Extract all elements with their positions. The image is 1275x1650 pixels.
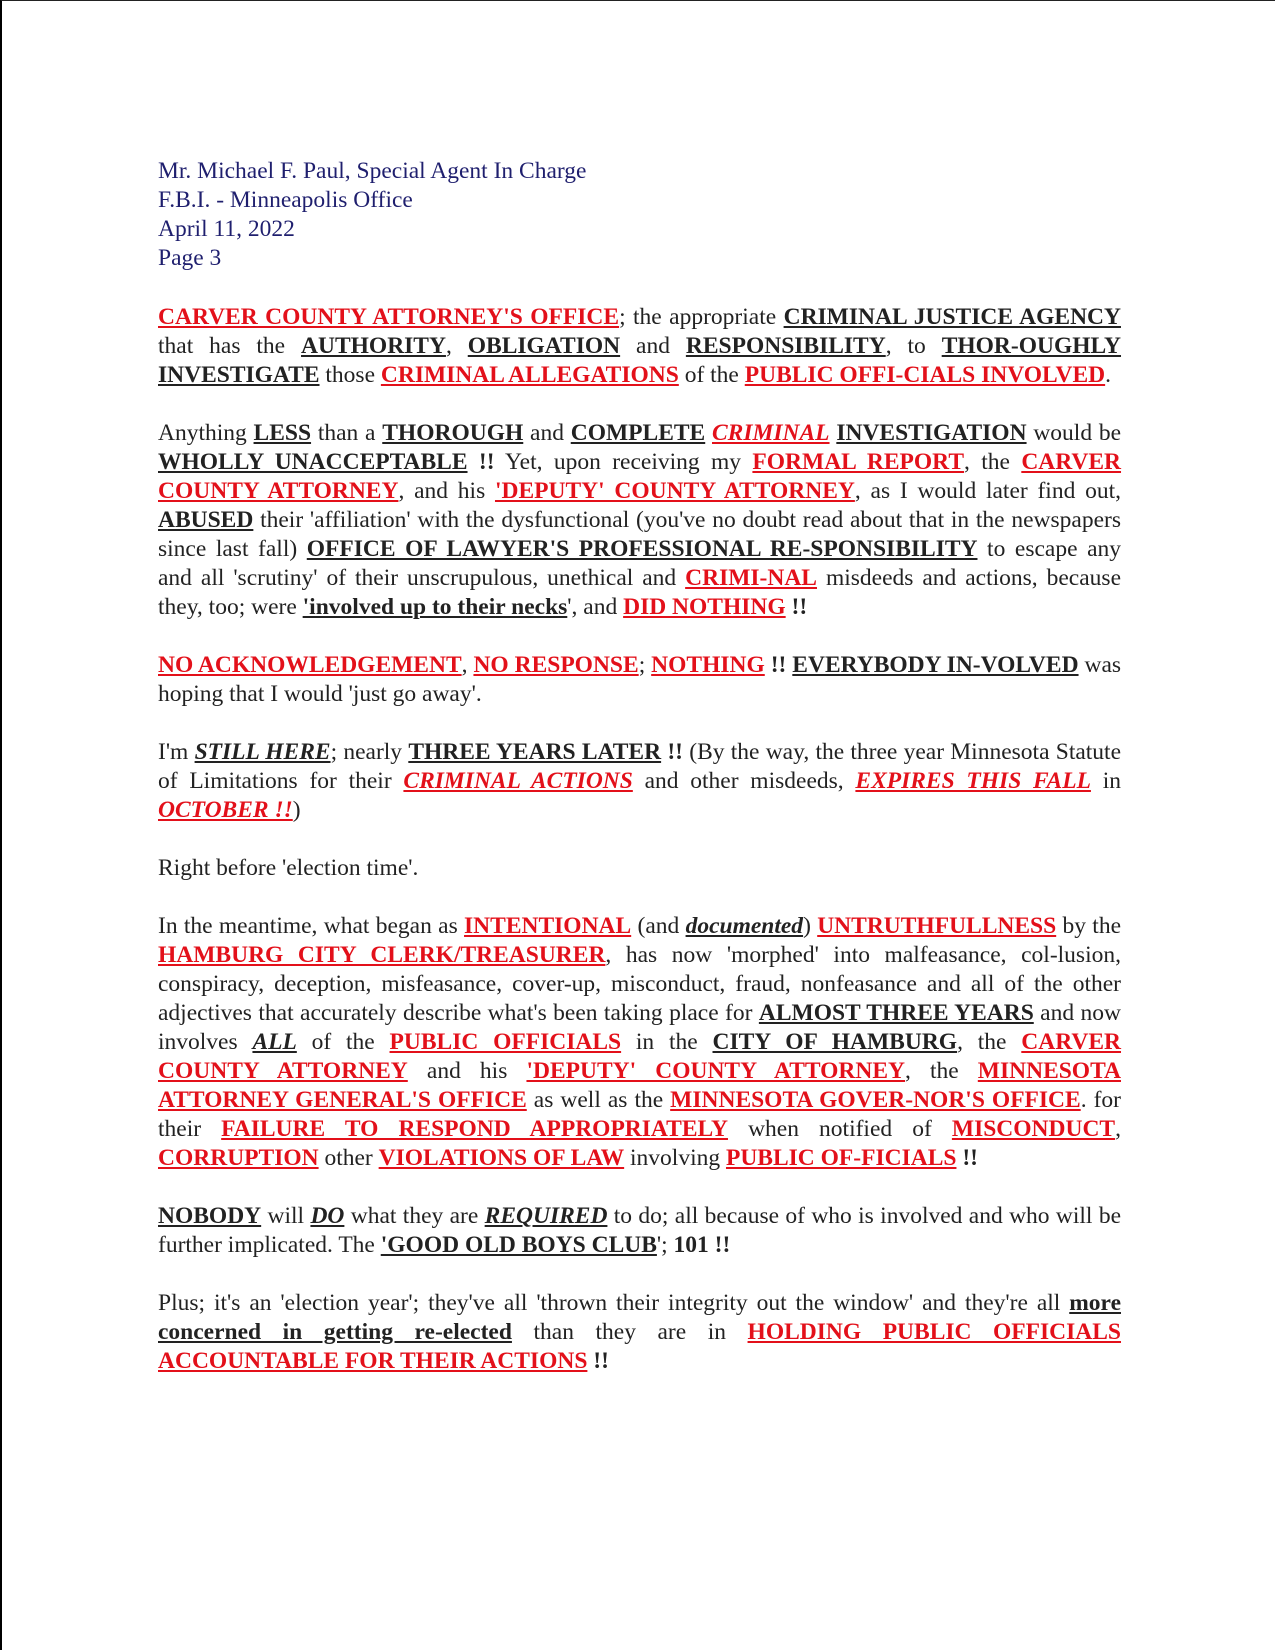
body-text: those: [319, 362, 381, 388]
body-text: . for their: [158, 1087, 1121, 1142]
emphasized-text: CRIMINAL ACTIONS: [403, 768, 633, 794]
emphasized-text: DID NOTHING: [623, 594, 786, 620]
body-text: ';: [656, 1232, 674, 1258]
body-text: ,: [1115, 1116, 1121, 1142]
body-text: would be: [1026, 420, 1122, 446]
body-text: Plus; it's an 'election year'; they've all 'thrown their integrity out the window' and they're all: [158, 1290, 1070, 1316]
emphasized-text: PUBLIC OF-FICIALS: [725, 1145, 957, 1171]
emphasized-text: INTENTIONAL: [464, 913, 632, 939]
body-text: in the: [621, 1029, 713, 1055]
emphasized-text: EVERYBODY IN-VOLVED: [792, 652, 1079, 678]
emphasized-text: !!: [587, 1348, 609, 1374]
body-text: than they are in: [511, 1319, 748, 1345]
body-text: other: [318, 1145, 379, 1171]
emphasized-text: OFFICE OF LAWYER'S PROFESSIONAL RE-SPONSIBILITY: [306, 536, 978, 562]
emphasized-text: CRIMINAL: [712, 420, 830, 446]
body-text: will: [261, 1203, 311, 1229]
emphasized-text: CRIMI-NAL: [685, 565, 817, 591]
paragraph-3: [158, 651, 1121, 709]
body-text: , and his: [398, 478, 495, 504]
paragraph-8: [158, 1289, 1121, 1376]
emphasized-text: CARVER COUNTY ATTORNEY'S OFFICE: [158, 304, 620, 330]
emphasized-text: EXPIRES THIS FALL: [855, 768, 1091, 794]
emphasized-text: FORMAL REPORT: [752, 449, 964, 475]
paragraph-7: [158, 1202, 1121, 1260]
emphasized-text: !!: [956, 1145, 978, 1171]
emphasized-text: MISCONDUCT: [951, 1116, 1116, 1142]
recipient-line: Mr. Michael F. Paul, Special Agent In Charge: [158, 158, 587, 184]
body-text: , the: [957, 1029, 1022, 1055]
emphasized-text: ALL: [252, 1029, 297, 1055]
emphasized-text: CRIMINAL ALLEGATIONS: [380, 362, 679, 388]
emphasized-text: PUBLIC OFFICIALS: [389, 1029, 622, 1055]
emphasized-text: ALMOST THREE YEARS: [758, 1000, 1034, 1026]
emphasized-text: NOTHING: [651, 652, 765, 678]
emphasized-text: LESS: [253, 420, 312, 446]
emphasized-text: DO: [310, 1203, 345, 1229]
body-text: , to: [885, 333, 942, 359]
emphasized-text: REQUIRED: [484, 1203, 608, 1229]
emphasized-text: VIOLATIONS OF LAW: [378, 1145, 625, 1171]
emphasized-text: OCTOBER !!: [158, 797, 293, 823]
body-text: by the: [1056, 913, 1122, 939]
body-text: than a: [311, 420, 383, 446]
paragraph-6: [158, 912, 1121, 1173]
emphasized-text: NO ACKNOWLEDGEMENT: [158, 652, 462, 678]
emphasized-text: 'involved up to their necks: [302, 594, 568, 620]
body-text: and his: [407, 1058, 527, 1084]
body-text: involving: [624, 1145, 726, 1171]
emphasized-text: 'GOOD OLD BOYS CLUB: [380, 1232, 657, 1258]
body-text: of the: [296, 1029, 390, 1055]
emphasized-text: FAILURE TO RESPOND APPROPRIATELY: [221, 1116, 728, 1142]
body-text: to escape any and all 'scrutiny' of their unscrupulous, unethical and: [158, 536, 1122, 591]
emphasized-text: COMPLETE: [570, 420, 706, 446]
emphasized-text: CRIMINAL JUSTICE AGENCY: [783, 304, 1121, 330]
emphasized-text: !!: [478, 449, 495, 475]
body-text: of the: [678, 362, 745, 388]
body-text: ,: [461, 652, 474, 678]
paragraph-2: [158, 419, 1121, 622]
emphasized-text: THOROUGH: [382, 420, 524, 446]
body-text: Anything: [158, 420, 254, 446]
body-text: ): [292, 797, 301, 823]
body-text: and: [523, 420, 571, 446]
body-text: ,: [445, 333, 468, 359]
letter-body: [158, 303, 1121, 1405]
emphasized-text: RESPONSIBILITY: [685, 333, 886, 359]
body-text: .: [1105, 362, 1111, 388]
body-text: ;: [638, 652, 652, 678]
emphasized-text: INVESTIGATION: [836, 420, 1027, 446]
emphasized-text: NO RESPONSE: [473, 652, 639, 678]
emphasized-text: CARVER COUNTY ATTORNEY: [158, 449, 1122, 504]
office-line: F.B.I. - Minneapolis Office: [158, 187, 413, 213]
body-text: what they are: [344, 1203, 485, 1229]
body-text: and: [620, 333, 686, 359]
body-text: ', and: [567, 594, 624, 620]
body-text: Yet, upon receiving my: [494, 449, 753, 475]
body-text: , the: [905, 1058, 978, 1084]
body-text: ; nearly: [330, 739, 409, 765]
body-text: , as I would later find out,: [854, 478, 1121, 504]
paragraph-4: [158, 738, 1121, 825]
body-text: In the meantime, what began as: [158, 913, 465, 939]
body-text: was hoping that I would 'just go away'.: [158, 652, 1122, 707]
emphasized-text: 'DEPUTY' COUNTY ATTORNEY: [526, 1058, 906, 1084]
emphasized-text: OBLIGATION: [467, 333, 621, 359]
emphasized-text: documented: [685, 913, 804, 939]
body-text: (By the way, the three year Minnesota Statute of Limitations for their: [158, 739, 1122, 794]
emphasized-text: !!: [667, 739, 683, 765]
body-text: their 'affiliation' with the dysfunctional (you've no doubt read about that in the newspapers since last fall): [158, 507, 1121, 562]
emphasized-text: HAMBURG CITY CLERK/TREASURER: [158, 942, 606, 968]
body-text: misdeeds and actions, because they, too; were: [158, 565, 1121, 620]
emphasized-text: MINNESOTA ATTORNEY GENERAL'S OFFICE: [158, 1058, 1121, 1113]
emphasized-text: 'DEPUTY' COUNTY ATTORNEY: [494, 478, 855, 504]
emphasized-text: PUBLIC OFFI-CIALS INVOLVED: [744, 362, 1106, 388]
paragraph-1: [158, 303, 1121, 390]
emphasized-text: !!: [770, 652, 787, 678]
emphasized-text: THOR-OUGHLY INVESTIGATE: [158, 333, 1122, 388]
body-text: to do; all because of who is involved and who will be further implicated. The: [158, 1203, 1121, 1258]
body-text: that has the: [158, 333, 302, 359]
emphasized-text: CITY OF HAMBURG: [712, 1029, 958, 1055]
emphasized-text: CORRUPTION: [158, 1145, 319, 1171]
body-text: and now involves: [158, 1000, 1121, 1055]
emphasized-text: STILL HERE: [194, 739, 331, 765]
emphasized-text: more concerned in getting re-elected: [158, 1290, 1121, 1345]
page-number: Page 3: [158, 245, 222, 271]
emphasized-text: !!: [785, 594, 808, 620]
emphasized-text: NOBODY: [158, 1203, 262, 1229]
emphasized-text: HOLDING PUBLIC OFFICIALS ACCOUNTABLE FOR THEIR ACTIONS: [158, 1319, 1121, 1374]
body-text: I'm: [158, 739, 195, 765]
body-text: and other misdeeds,: [632, 768, 856, 794]
body-text: when notified of: [727, 1116, 952, 1142]
body-text: (and: [631, 913, 686, 939]
emphasized-text: ABUSED: [158, 507, 254, 533]
body-text: ): [803, 913, 818, 939]
body-text: as well as the: [526, 1087, 671, 1113]
emphasized-text: 101 !!: [673, 1232, 731, 1258]
paragraph-5: [158, 854, 1121, 883]
body-text: in: [1090, 768, 1121, 794]
body-text: [468, 449, 479, 475]
letter-header: [158, 157, 586, 273]
emphasized-text: AUTHORITY: [301, 333, 446, 359]
emphasized-text: MINNESOTA GOVER-NOR'S OFFICE: [670, 1087, 1081, 1113]
emphasized-text: CARVER COUNTY ATTORNEY: [158, 1029, 1121, 1084]
body-text: , the: [964, 449, 1022, 475]
emphasized-text: UNTRUTHFULLNESS: [817, 913, 1057, 939]
emphasized-text: THREE YEARS LATER: [408, 739, 662, 765]
body-text: Right before 'election time'.: [158, 855, 419, 881]
emphasized-text: WHOLLY UNACCEPTABLE: [158, 449, 468, 475]
body-text: , has now 'morphed' into malfeasance, col-lusion, conspiracy, deception, misfeasance, cover-up, misconduct, fraud, nonfeasance and all of the other adjectives that accurately describe what's been taking place for: [158, 942, 1121, 1026]
body-text: ; the appropriate: [619, 304, 784, 330]
date-line: April 11, 2022: [158, 216, 295, 242]
body-text: [705, 420, 712, 446]
